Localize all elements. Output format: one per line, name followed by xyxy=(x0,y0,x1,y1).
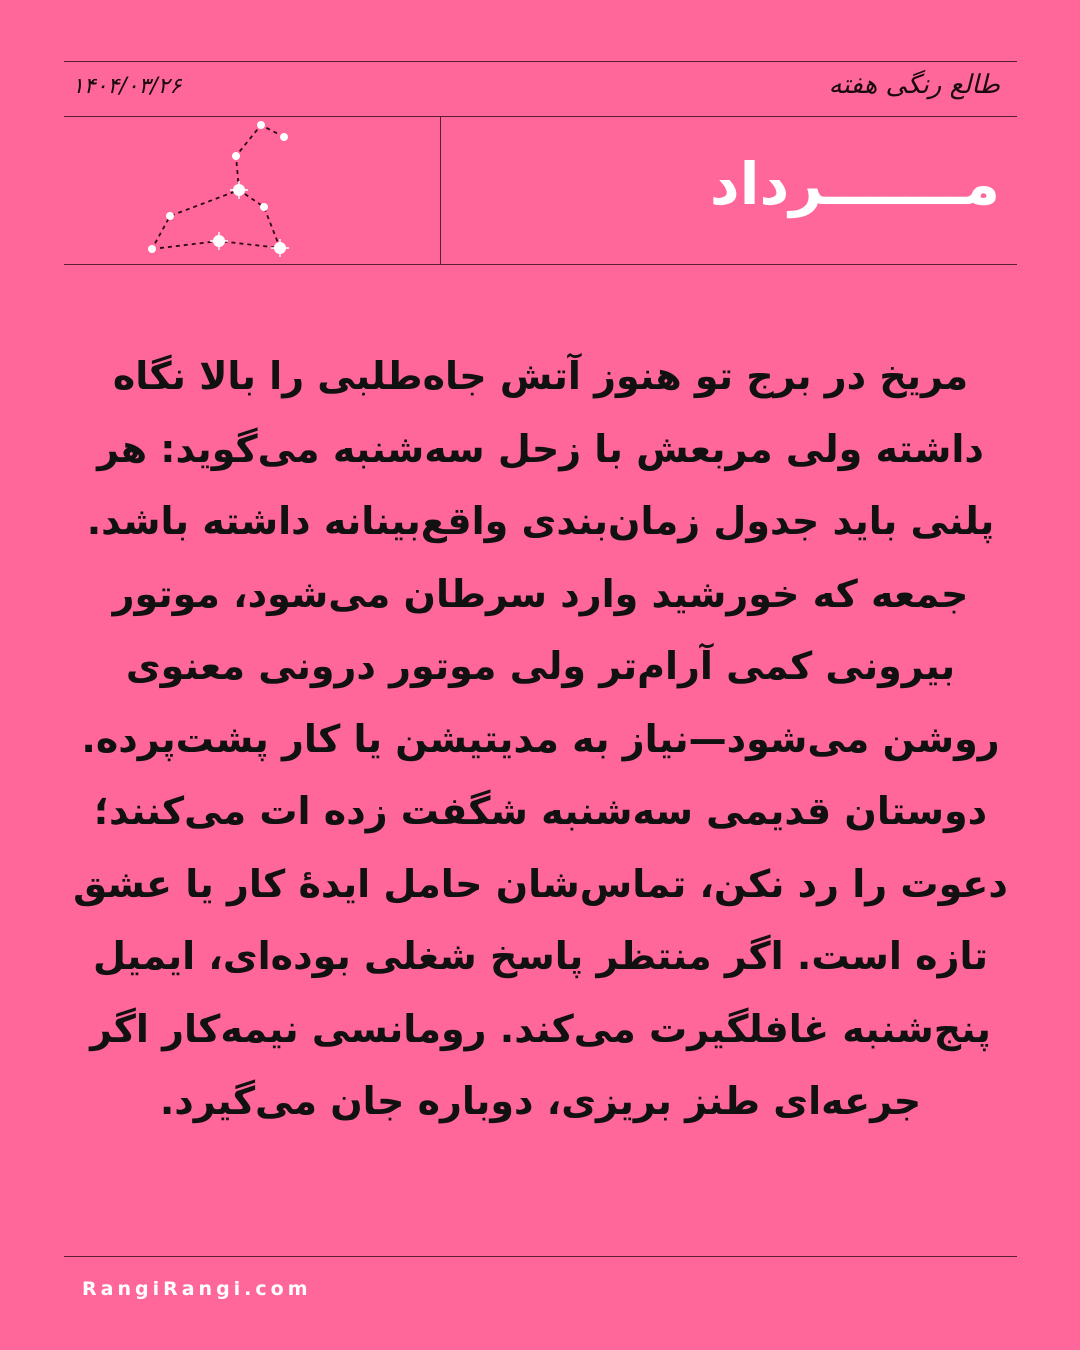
vertical-divider xyxy=(440,117,441,265)
header-title: طالع رنگی هفته xyxy=(828,70,1000,100)
header-rule xyxy=(64,116,1017,117)
header-date: ۱۴۰۴/۰۳/۲۶ xyxy=(72,74,182,99)
horoscope-text: مریخ در برج تو هنوز آتش جاه‌طلبی را بالا نگاه داشته ولی مربعش با زحل سه‌شنبه می‌گوید: هر پلنی باید جدول زمان‌بندی واقع‌بینانه داشته باشد. جمعه که خورشید وارد سرطان می‌شود، موتور بیرونی کمی آرام‌تر ولی موتور درونی معنوی روشن می‌شود—نیاز به مدیتیشن یا کار پشت‌پرده. دوستان قدیمی سه‌شنبه شگفت زده ات می‌کنند؛ دعوت را رد نکن، تماس‌شان حامل ایدهٔ کار یا عشق تازه است. اگر منتظر پاسخ شغلی بوده‌ای، ایمیل پنج‌شنبه غافلگیرت می‌کند. رومانسی نیمه‌کار اگر جرعه‌ای طنز بریزی، دوباره جان می‌گیرد. xyxy=(73,354,1008,1123)
site-url: RangiRangi.com xyxy=(82,1278,312,1300)
sign-name: مـــــــرداد xyxy=(709,150,1000,218)
footer-rule xyxy=(64,1256,1017,1257)
top-rule xyxy=(64,61,1017,62)
leo-constellation-icon xyxy=(130,118,310,264)
header-bottom-rule xyxy=(64,264,1017,265)
